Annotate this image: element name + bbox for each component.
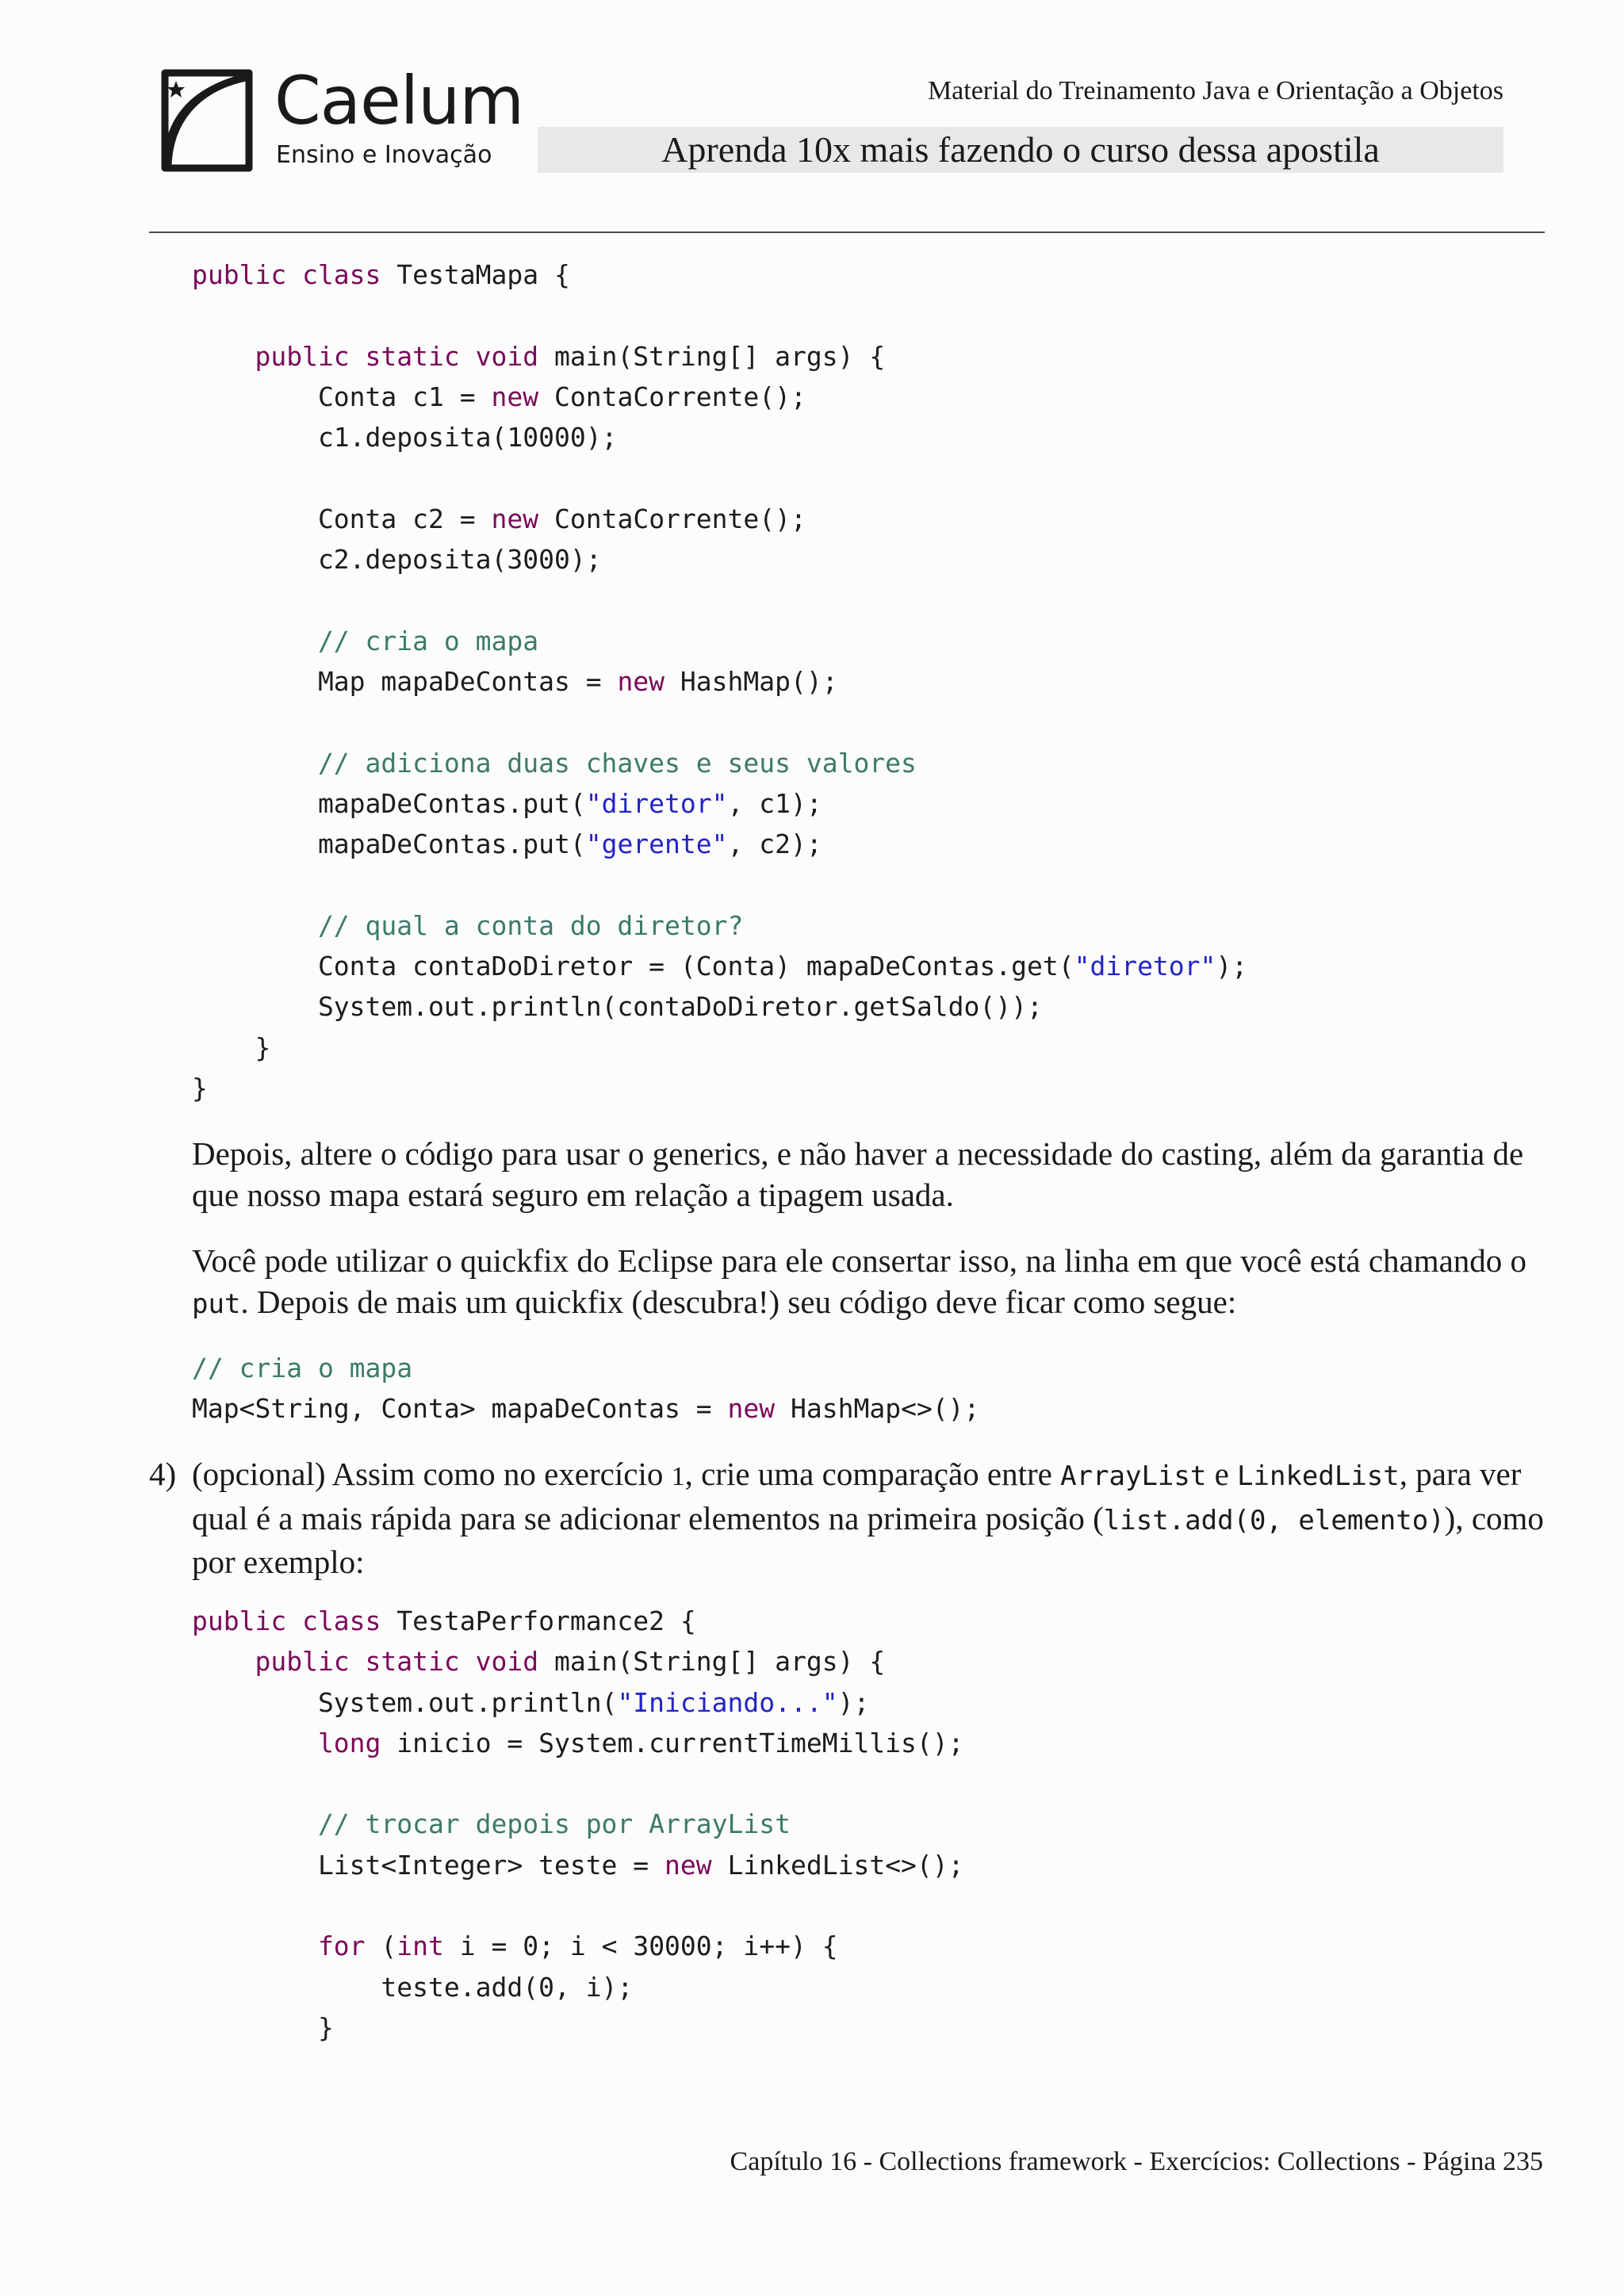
code-line (192, 417, 1247, 457)
exercise-4-text-part: , para ver qual é a mais rápida para se adicionar elementos na primeira posição ( (192, 1456, 1522, 1536)
code-line (192, 1763, 964, 1804)
code-token: new (727, 1393, 791, 1425)
code-token: public class (192, 1605, 397, 1636)
code-token: Map<String, Conta> mapaDeContas = (192, 1393, 728, 1425)
code-token: new (665, 1849, 728, 1881)
code-line (192, 499, 1247, 539)
code-token: Conta c1 = (192, 381, 492, 412)
code-line (192, 2007, 964, 2048)
code-line (192, 1682, 964, 1723)
code-token: mapaDeContas.put( (192, 828, 586, 860)
code-token: "diretor" (585, 787, 728, 819)
code-token: , c1); (727, 787, 822, 819)
code-token: new (617, 665, 680, 697)
exercise-number: 4) (149, 1456, 177, 1492)
exercise-4-text-part: (opcional) Assim como no exercício (192, 1456, 672, 1492)
code-token: "Iniciando..." (617, 1686, 838, 1718)
code-block-generic-map (192, 1348, 979, 1429)
code-line (192, 986, 1247, 1027)
code-token: System.out.println( (192, 1686, 618, 1718)
code-token: new (491, 503, 554, 534)
code-line (192, 1845, 964, 1885)
code-line (192, 702, 1247, 742)
code-token: for (192, 1931, 381, 1962)
code-line (192, 1723, 964, 1763)
code-token: HashMap<>(); (791, 1393, 980, 1425)
code-token: TestaPerformance2 { (396, 1605, 696, 1636)
inline-code-arraylist: ArrayList (1060, 1460, 1207, 1492)
code-token: int (396, 1931, 460, 1962)
code-line (192, 783, 1247, 824)
code-line (192, 295, 1247, 335)
code-line (192, 1348, 979, 1388)
code-line (192, 1885, 964, 1926)
exercise-4-text-part: , crie uma comparação entre (684, 1456, 1061, 1492)
code-token: } (192, 1031, 271, 1063)
caelum-logo (157, 62, 524, 178)
exercise-4-text (192, 1453, 1545, 1582)
code-token: new (491, 381, 554, 412)
code-token: teste.add(0, i); (192, 1971, 634, 2003)
code-block-testamapa (192, 254, 1247, 1108)
code-token: // adiciona duas chaves e seus valores (192, 747, 917, 779)
code-line (192, 1388, 979, 1429)
exercise-4-text-part: ), como por exemplo: (192, 1500, 1544, 1580)
code-line (192, 824, 1247, 864)
code-token: inicio = System.currentTimeMillis(); (396, 1727, 964, 1758)
paragraph-generics: Depois, altere o código para usar o generics, e não haver a necessidade do casting, além da garantia de que nosso mapa estará seguro em relação a tipagem usada. (192, 1135, 1524, 1213)
code-line (192, 1967, 964, 2007)
code-token: mapaDeContas.put( (192, 787, 586, 819)
code-token: public static void (192, 340, 554, 372)
code-token: "gerente" (585, 828, 728, 860)
code-line (192, 254, 1247, 295)
code-token: c1.deposita(10000); (192, 422, 618, 453)
code-token: ); (837, 1686, 870, 1718)
paragraph-quickfix (192, 1240, 1545, 1325)
code-token: List<Integer> teste = (192, 1849, 665, 1881)
code-line (192, 621, 1247, 661)
code-token: long (192, 1727, 397, 1758)
code-line (192, 539, 1247, 580)
code-token: ContaCorrente(); (553, 381, 806, 412)
code-line (192, 580, 1247, 620)
code-token: TestaMapa { (396, 259, 570, 290)
code-line (192, 1027, 1247, 1068)
code-token: HashMap(); (680, 665, 838, 697)
code-token: main(String[] args) { (553, 1646, 886, 1678)
code-line (192, 1068, 1247, 1108)
code-block-testaperformance2 (192, 1601, 964, 2048)
code-line (192, 905, 1247, 946)
code-line (192, 743, 1247, 783)
inline-code-linkedlist: LinkedList (1237, 1460, 1400, 1492)
page-footer: Capítulo 16 - Collections framework - Exercícios: Collections - Página 235 (730, 2147, 1543, 2176)
code-line (192, 661, 1247, 702)
inline-code-put: put (192, 1288, 241, 1320)
code-token: public class (192, 259, 397, 290)
code-line (192, 1601, 964, 1641)
header-material-title: Material do Treinamento Java e Orientação a Objetos (927, 76, 1503, 105)
header-banner: Aprenda 10x mais fazendo o curso dessa apostila (538, 127, 1503, 173)
code-token: System.out.println(contaDoDiretor.getSaldo()); (192, 991, 1043, 1023)
code-line (192, 1926, 964, 1966)
code-token: ( (381, 1931, 397, 1962)
code-line (192, 1804, 964, 1844)
code-line (192, 336, 1247, 377)
inline-code-list-add: list.add(0, elemento) (1103, 1505, 1445, 1536)
paragraph-quickfix-text: Você pode utilizar o quickfix do Eclipse para ele consertar isso, na linha em que você está chamando o (192, 1242, 1527, 1279)
code-token: // cria o mapa (192, 625, 539, 656)
exercise-ref-number: 1 (671, 1462, 685, 1491)
paragraph-quickfix-rest: . Depois de mais um quickfix (descubra!) seu código deve ficar como segue: (240, 1284, 1237, 1320)
code-token: Conta c2 = (192, 503, 492, 534)
caelum-logo-mark-icon (157, 68, 257, 173)
code-token: c2.deposita(3000); (192, 544, 602, 576)
code-line (192, 457, 1247, 498)
code-token: } (192, 2011, 334, 2043)
code-token: public static void (192, 1646, 554, 1678)
code-token: // cria o mapa (192, 1353, 413, 1383)
code-token: // qual a conta do diretor? (192, 909, 744, 941)
code-token: ContaCorrente(); (553, 503, 806, 534)
code-line (192, 377, 1247, 417)
code-token: main(String[] args) { (553, 340, 886, 372)
code-token: "diretor" (1074, 951, 1216, 982)
code-token: i = 0; i < 30000; i++) { (459, 1931, 838, 1962)
code-token: Conta contaDoDiretor = (Conta) mapaDeContas.get( (192, 951, 1074, 982)
code-line (192, 864, 1247, 905)
header-divider (149, 232, 1545, 233)
code-line (192, 1641, 964, 1682)
code-token: Map mapaDeContas = (192, 665, 618, 697)
logo-name: Caelum (274, 62, 524, 140)
code-token: } (192, 1072, 208, 1104)
code-token: LinkedList<>(); (727, 1849, 964, 1881)
code-token: ); (1216, 951, 1248, 982)
code-token: // trocar depois por ArrayList (192, 1808, 791, 1840)
code-token: , c2); (727, 828, 822, 860)
logo-tagline: Ensino e Inovação (276, 141, 492, 169)
exercise-4-text-part: e (1206, 1456, 1238, 1492)
code-line (192, 946, 1247, 986)
